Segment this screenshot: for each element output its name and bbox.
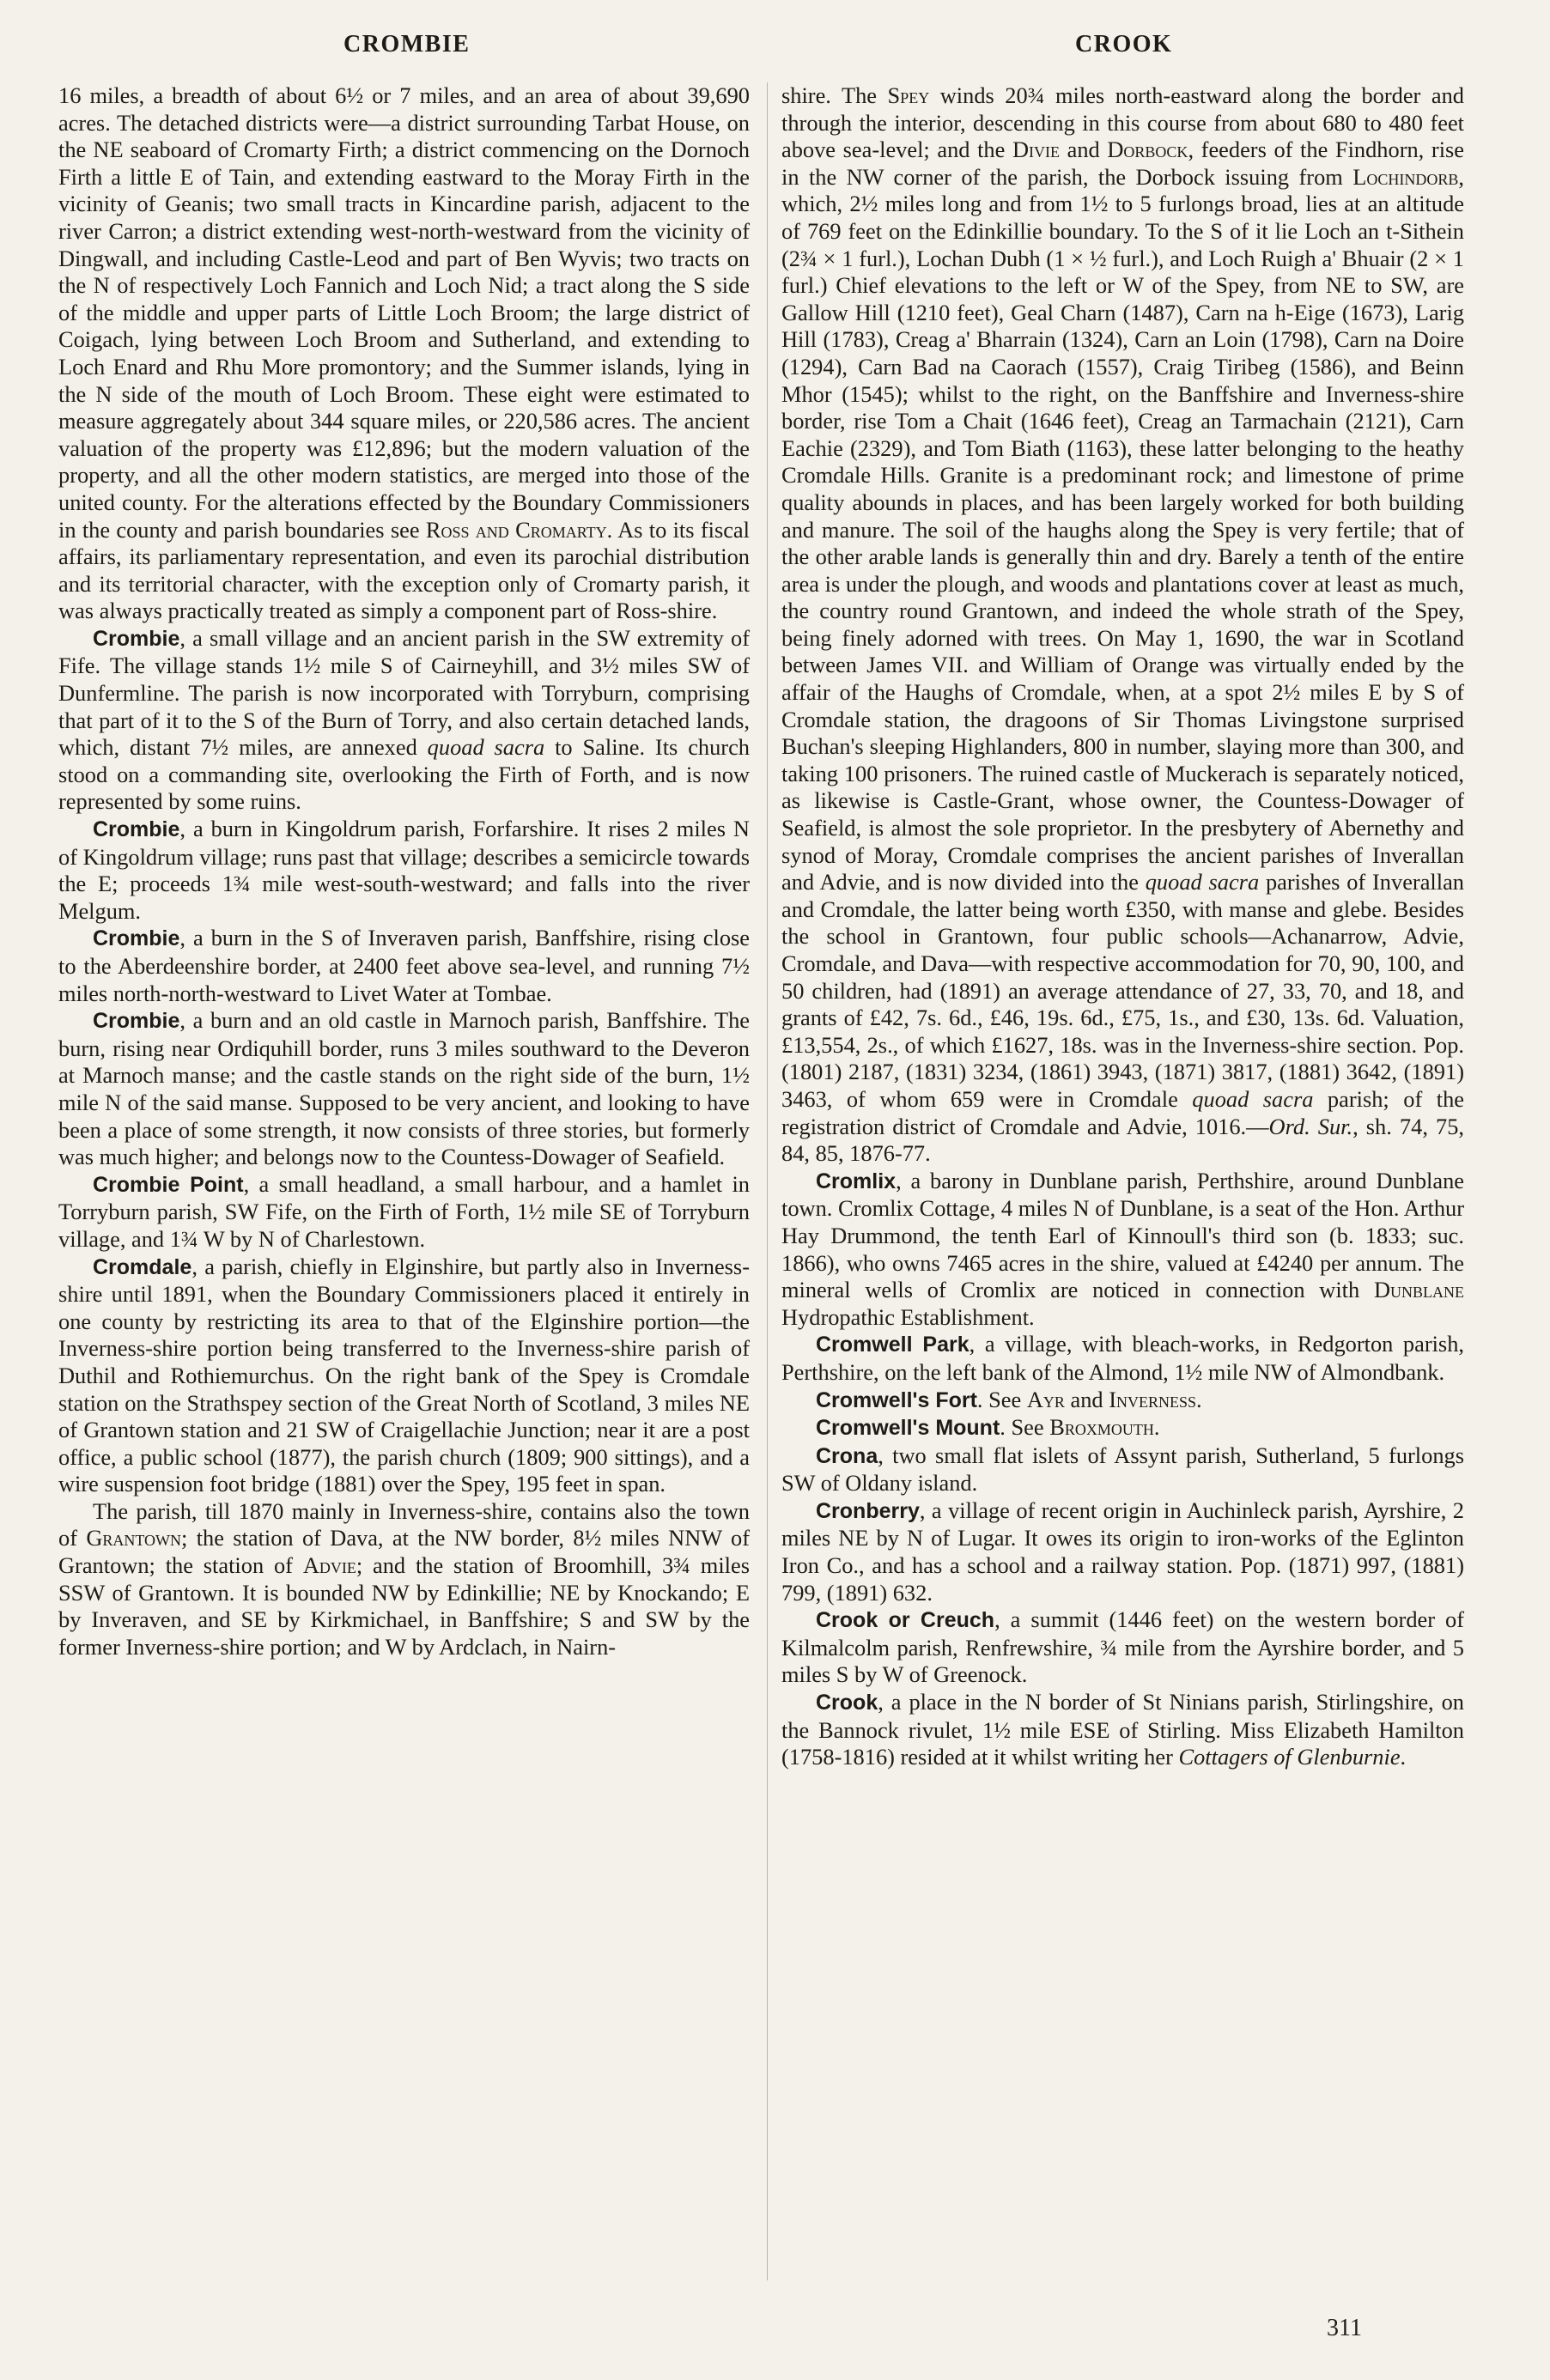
entry-headword: Crombie: [93, 1009, 180, 1034]
entry-crombie-marnoch: [58, 1007, 750, 1171]
entry-headword: Crona: [816, 1443, 878, 1468]
text: quoad sacra: [1192, 1085, 1314, 1112]
left-column: [58, 82, 750, 1661]
text: , a burn in the S of Inveraven parish, Banffshire, rising close to the Aberdeenshire border, at 2400 feet above sea-level, and running 7½ miles north-north-westward to Livet Water at Tombae.: [58, 925, 750, 1006]
entry-headword: Cromdale: [93, 1254, 192, 1279]
text: winds 20¾ miles north-eastward along the border and through the interior, descending in this course from about 680 to 480 feet above sea-level; and the: [781, 82, 1464, 163]
text: .: [1153, 1414, 1160, 1441]
text: ; and the station of Broomhill, 3¾ miles SSW of Grantown. It is bounded NW by Edinkillie; NE by Knockando; E by Inveraven, and SE by Kirkmichael, in Banffshire; S and SW by the former Inverness-shire portion; and W by Ardclach, in Nairn-: [58, 1552, 750, 1660]
entry-cromwell-park: [781, 1331, 1464, 1386]
entry-headword: Crombie: [93, 817, 180, 842]
running-head-right: CROOK: [1075, 31, 1173, 58]
entry-headword: Crook: [816, 1691, 878, 1715]
text: , a village, with bleach-works, in Redgorton parish, Perthshire, on the left bank of the Almond, 1½ mile NW of Almondbank.: [781, 1331, 1464, 1385]
running-head-left: CROMBIE: [343, 31, 471, 58]
paragraph-cromdale-parish: [58, 1498, 750, 1661]
cross-reference: Ayr: [1026, 1386, 1065, 1412]
cross-reference: Grantown: [86, 1525, 182, 1551]
entry-headword: Cromwell Park: [816, 1333, 970, 1357]
paragraph-cromarty-continuation: [58, 82, 750, 625]
cross-reference: Advie: [302, 1552, 356, 1579]
text: , a barony in Dunblane parish, Perthshire, around Dunblane town. Cromlix Cottage, 4 miles N of Dunblane, is a seat of the Hon. Arthur Hay Drummond, the tenth Earl of Kinnoull's third son (b. 1833; suc. 1866), who owns 7465 acres in the shire, valued at £4240 per annum. The mineral wells of Cromlix are noticed in connection with: [781, 1167, 1464, 1303]
entry-crombie-point: [58, 1171, 750, 1254]
text: , a parish, chiefly in Elginshire, but partly also in Inverness-shire until 1891, when the Boundary Commissioners placed it entirely in one county by restricting its area to that of the Elginshire portion—the Inverness-shire portion being transferred to the Inverness-shire parish of Duthil and Rothiemurchus. On the right bank of the Spey is Cromdale station on the Strathspey section of the Great North of Scotland, 3 miles NE of Grantown station and 21 SW of Craigellachie Junction; near it are a post office, a public school (1877), the parish church (1809; 900 sittings), and a wire suspension foot bridge (1881) over the Spey, 195 feet in span.: [58, 1253, 750, 1497]
text: .: [1400, 1744, 1407, 1770]
page-number: 311: [1327, 2315, 1362, 2341]
column-divider: [767, 82, 768, 2280]
text: . See: [1000, 1414, 1044, 1441]
entry-crook-or-creuch: [781, 1606, 1464, 1689]
text: , a village of recent origin in Auchinleck parish, Ayrshire, 2 miles NE by N of Lugar. It owes its origin to iron-works of the Eglinton Iron Co., and has a school and a railway station. Pop. (1871) 997, (1881) 799, (1891) 632.: [781, 1497, 1464, 1606]
cross-reference: Ross and Cromarty: [425, 516, 607, 543]
entry-headword: Cromwell's Fort: [816, 1387, 977, 1412]
entry-crombie-inveraven: [58, 925, 750, 1007]
cross-reference: Spey: [887, 82, 930, 108]
text: . As to its fiscal affairs, its parliamentary representation, and even its parochial distribution and its territorial character, with the exception only of Cromarty parish, it was always practically treated as simply a component part of Ross-shire.: [58, 516, 750, 624]
entry-headword: Cromlix: [816, 1169, 897, 1193]
right-column: [781, 82, 1464, 1771]
text: quoad sacra: [1145, 869, 1260, 896]
text: Hydropathic Establishment.: [781, 1303, 1035, 1330]
text: The parish, till 1870 mainly in Inverness-shire, contains also the town of: [58, 1497, 750, 1551]
text: , a small village and an ancient parish in the SW extremity of Fife. The village stands 1½ mile S of Cairneyhill, and 3½ miles SW of Dunfermline. The parish is now incorporated with Torryburn, comprising that part of it to the S of the Burn of Torry, and also certain detached lands, which, distant 7½ miles, are annexed: [58, 624, 750, 761]
entry-crombie-fife: [58, 625, 750, 816]
entry-headword: Crombie Point: [93, 1172, 244, 1197]
text: , sh. 74, 75, 84, 85, 1876-77.: [781, 1113, 1464, 1167]
text: , a burn in Kingoldrum parish, Forfarshire. It rises 2 miles N of Kingoldrum village; runs past that village; describes a semicircle towards the E; proceeds 1¾ mile west-south-westward; and falls into the river Melgum.: [58, 816, 750, 924]
cross-reference: Divie: [1012, 137, 1060, 163]
entry-cronberry: [781, 1497, 1464, 1606]
text: and: [1060, 137, 1100, 163]
entry-crona: [781, 1442, 1464, 1497]
cross-reference: Inverness: [1109, 1386, 1197, 1412]
cross-reference: Dorbock: [1107, 137, 1188, 163]
text: parishes of Inverallan and Cromdale, the latter being worth £350, with manse and glebe. Besides the school in Grantown, four public schools—Achanarrow, Advie, Cromdale, and Dava—with respective accommodation for 70, 90, 100, and 50 children, had (1891) an average attendance of 27, 33, 70, and 18, and grants of £42, 7s. 6d., £46, 19s. 6d., £75, 1s., and £30, 13s. 6d. Valuation, £13,554, 2s., of which £1627, 18s. was in the Inverness-shire section. Pop. (1801) 2187, (1831) 3234, (1861) 3943, (1871) 3817, (1881) 3642, (1891) 3463, of whom 659 were in Cromdale: [781, 869, 1464, 1112]
entry-cromlix: [781, 1168, 1464, 1332]
text: .: [1196, 1386, 1202, 1412]
paragraph-cromdale-continuation: [781, 82, 1464, 1168]
entry-crook: [781, 1689, 1464, 1771]
text: , a place in the N border of St Ninians parish, Stirlingshire, on the Bannock rivulet, 1½ mile ESE of Stirling. Miss Elizabeth Hamilton (1758-1816) resided at it whilst writing her: [781, 1689, 1464, 1770]
text: , two small flat islets of Assynt parish, Sutherland, 5 furlongs SW of Oldany island.: [781, 1442, 1464, 1497]
text: Cottagers of Glenburnie: [1178, 1744, 1401, 1770]
entry-cromwells-fort: [781, 1387, 1464, 1415]
text: , feeders of the Findhorn, rise in the NW corner of the parish, the Dorbock issuing from: [781, 137, 1465, 190]
text: , which, 2½ miles long and from 1½ to 5 furlongs broad, lies at an altitude of 769 feet on the Edinkillie boundary. To the S of it lie Loch an t-Sithein (2¾ × 1 furl.), Lochan Dubh (1 × ½ furl.), and Loch Ruigh a' Bhuair (2 × 1 furl.) Chief elevations to the left or W of the Spey, from NE to SW, are Gallow Hill (1210 feet), Geal Charn (1487), Carn na h-Eige (1673), Larig Hill (1783), Creag a' Bharrain (1324), Carn an Loin (1798), Carn na Doire (1294), Carn Bad na Caorach (1557), Craig Tiribeg (1586), and Beinn Mhor (1545); whilst to the right, on the Banffshire and Inverness-shire border, rise Tom a Chait (1646 feet), Creag an Tarmachain (2121), Carn Eachie (2329), and Tom Biath (1163), these latter belonging to the heathy Cromdale Hills. Granite is a predominant rock; and limestone of prime quality abounds in places, and has been largely worked for both building and manure. The soil of the haughs along the Spey is very fertile; that of the other arable lands is generally thin and dry. Barely a tenth of the entire area is under the plough, and woods and plantations cover at least as much, the country round Grantown, and indeed the whole strath of the Spey, being finely adorned with trees. On May 1, 1690, the war in Scotland between James VII. and William of Orange was virtually ended by the affair of the Haughs of Cromdale, when, at a spot 2½ miles E by S of Cromdale station, the dragoons of Sir Thomas Livingstone surprised Buchan's sleeping Highlanders, 800 in number, slaying more than 300, and taking 100 prisoners. The ruined castle of Muckerach is separately noticed, as likewise is Castle-Grant, whose owner, the Countess-Dowager of Seafield, is almost the sole proprietor. In the presbytery of Abernethy and synod of Moray, Cromdale comprises the ancient parishes of Inverallan and Advie, and is now divided into the: [781, 163, 1464, 896]
entry-headword: Crombie: [93, 626, 180, 651]
text: 16 miles, a breadth of about 6½ or 7 miles, and an area of about 39,690 acres. The detached districts were—a district surrounding Tarbat House, on the NE seaboard of Cromarty Firth; a district commencing on the Dornoch Firth a little E of Tain, and extending eastward to the Moray Firth in the vicinity of Geanis; two small tracts in Kincardine parish, adjacent to the river Carron; a district extending west-north-westward from the vicinity of Dingwall, and including Castle-Leod and part of Ben Wyvis; two tracts on the N of respectively Loch Fannich and Loch Nid; a tract along the S side of the middle and upper parts of Little Loch Broom; the large district of Coigach, lying between Loch Broom and Sutherland, and extending to Loch Enard and Rhu More promontory; and the Summer islands, lying in the N side of the mouth of Loch Broom. These eight were estimated to measure aggregately about 344 square miles, or 220,586 acres. The ancient valuation of the property was £12,896; but the modern valuation of the property, and all the other modern statistics, are merged into those of the united county. For the alterations effected by the Boundary Commissioners in the county and parish boundaries see: [58, 82, 750, 543]
text: , a burn and an old castle in Marnoch parish, Banffshire. The burn, rising near Ordiquhill border, runs 3 miles southward to the Deveron at Marnoch manse; and the castle stands on the right side of the burn, 1½ mile N of the said manse. Supposed to be very ancient, and looking to have been a place of some strength, it now consists of three stories, but formerly was much higher; and belongs now to the Countess-Dowager of Seafield.: [58, 1007, 750, 1170]
text: . See: [976, 1386, 1022, 1412]
entry-cromdale: [58, 1254, 750, 1498]
text: quoad sacra: [427, 734, 545, 761]
cross-reference: Lochindorb: [1352, 163, 1459, 190]
text: Ord. Sur.: [1268, 1113, 1353, 1139]
entry-headword: Crook or Creuch: [816, 1608, 995, 1633]
text: , a summit (1446 feet) on the western border of Kilmalcolm parish, Renfrewshire, ¾ mile from the Ayrshire border, and 5 miles S by W of Greenock.: [781, 1606, 1464, 1688]
entry-cromwells-mount: [781, 1414, 1464, 1442]
text: parish; of the registration district of Cromdale and Advie, 1016.—: [781, 1085, 1464, 1139]
text: shire. The: [781, 82, 877, 108]
text: and: [1064, 1386, 1103, 1412]
text: ; the station of Dava, at the NW border, 8½ miles NNW of Grantown; the station of: [58, 1525, 750, 1579]
entry-headword: Crombie: [93, 926, 180, 951]
text: to Saline. Its church stood on a commanding site, overlooking the Firth of Forth, and is now represented by some ruins.: [58, 734, 751, 815]
entry-headword: Cromwell's Mount: [816, 1416, 1000, 1441]
entry-crombie-kingoldrum: [58, 816, 750, 925]
entry-headword: Cronberry: [816, 1498, 920, 1523]
cross-reference: Broxmouth: [1049, 1414, 1154, 1441]
cross-reference: Dunblane: [1373, 1277, 1464, 1303]
text: , a small headland, a small harbour, and a hamlet in Torryburn parish, SW Fife, on the Firth of Forth, 1½ mile SE of Torryburn village, and 1¾ W by N of Charlestown.: [58, 1170, 750, 1252]
